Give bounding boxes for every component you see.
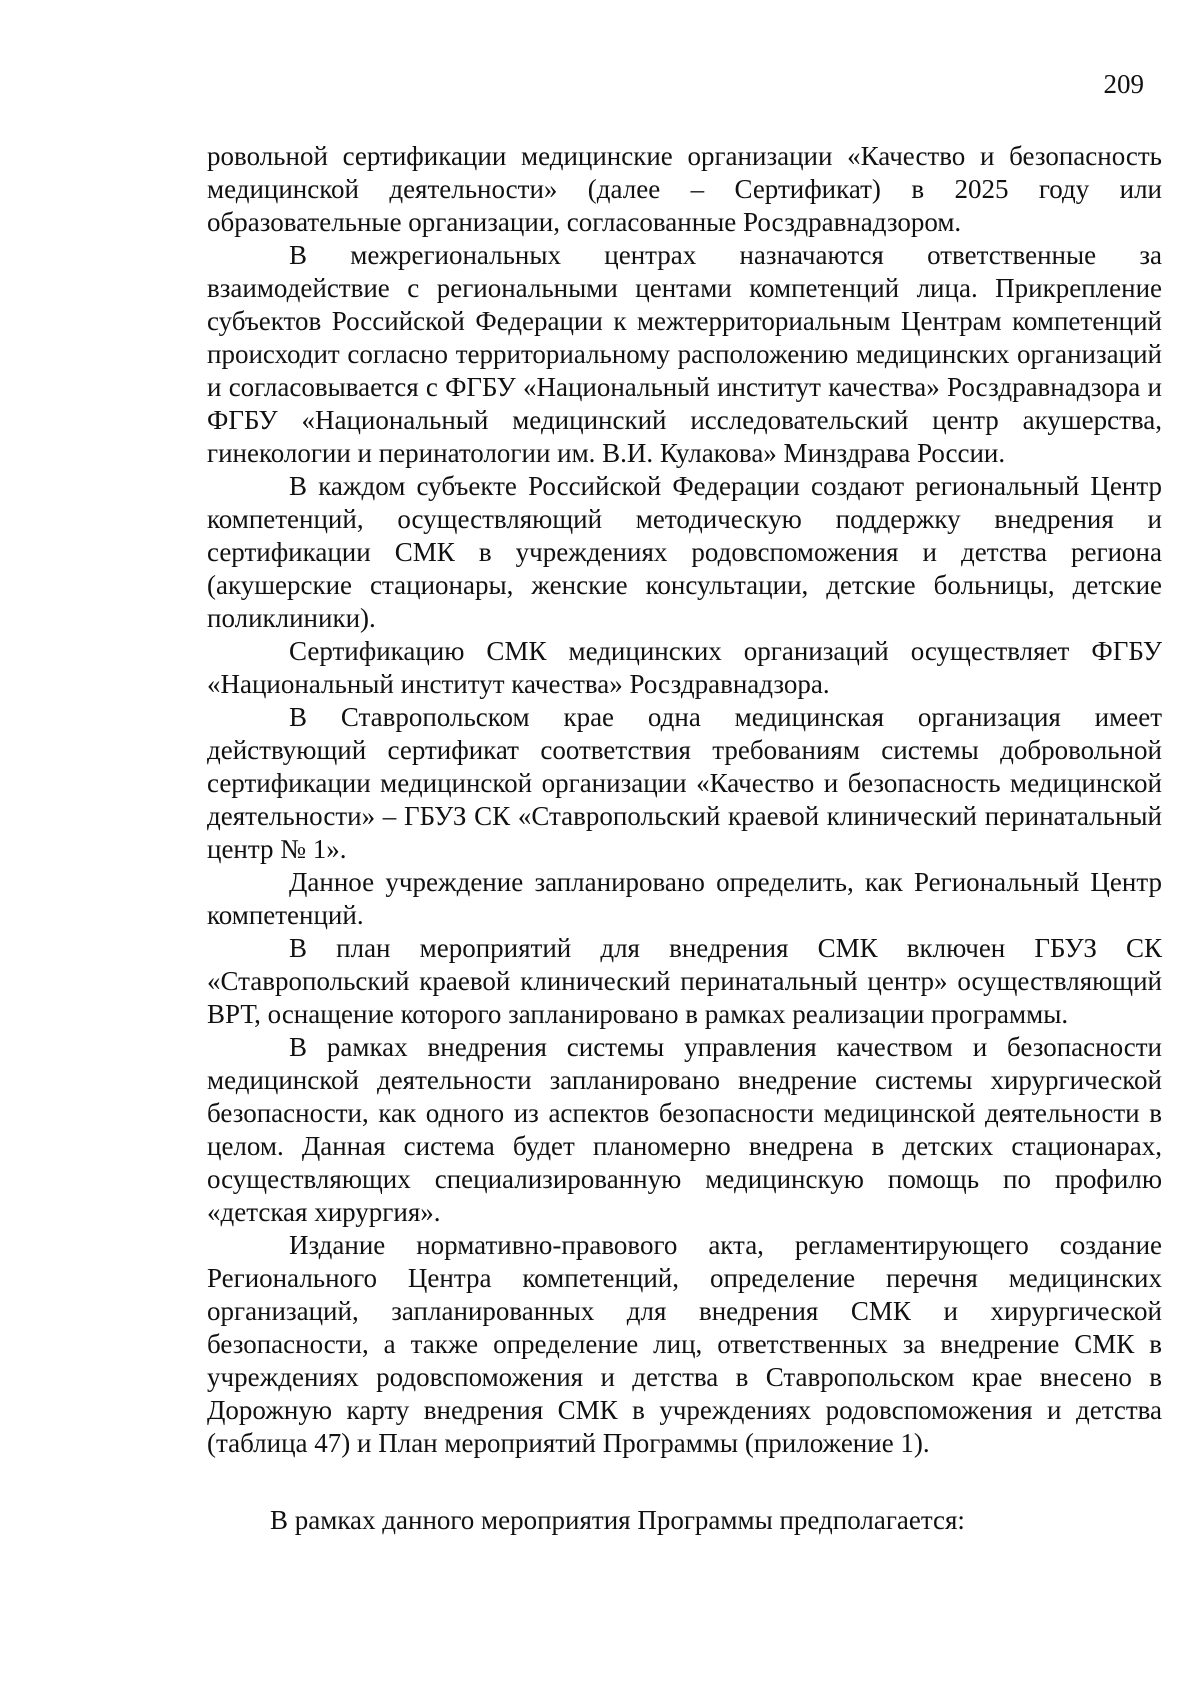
paragraph-8: В рамках внедрения системы управления качеством и безопасности медицинской деятельности запланировано внедрение системы хирургической безопасности, как одного из аспектов безопасности медицинской деятельности в целом. Данная система будет планомерно внедрена в детских стационарах, осуществляющих специализированную медицинскую помощь по профилю «детская хирургия». <box>207 1032 1162 1227</box>
paragraph-9: Издание нормативно-правового акта, регламентирующего создание Регионального Центра компетенций, определение перечня медицинских организаций, запланированных для внедрения СМК и хирургической безопасности, а также определение лиц, ответственных за внедрение СМК в учреждениях родовспоможения и детства в Ставропольском крае внесено в Дорожную карту внедрения СМК в учреждениях родовспоможения и детства (таблица 47) и План мероприятий Программы (приложение 1). <box>207 1230 1162 1458</box>
paragraph-5: В Ставропольском крае одна медицинская организация имеет действующий сертификат соответствия требованиям системы добровольной сертификации медицинской организации «Качество и безопасность медицинской деятельности» – ГБУЗ СК «Ставропольский краевой клинический перинатальный центр № 1». <box>207 702 1162 864</box>
paragraph-6: Данное учреждение запланировано определить, как Региональный Центр компетенций. <box>207 867 1162 930</box>
paragraph-7: В план мероприятий для внедрения СМК включен ГБУЗ СК «Ставропольский краевой клинический перинатальный центр» осуществляющий ВРТ, оснащение которого запланировано в рамках реализации программы. <box>207 933 1162 1029</box>
closing-line: В рамках данного мероприятия Программы предполагается: <box>270 1505 965 1535</box>
paragraph-2: В межрегиональных центрах назначаются ответственные за взаимодействие с региональными центами компетенций лица. Прикрепление субъектов Российской Федерации к межтерриториальным Центрам компетенций происходит согласно территориальному расположению медицинских организаций и согласовывается с ФГБУ «Национальный институт качества» Росздравнадзора и ФГБУ «Национальный медицинский исследовательский центр акушерства, гинекологии и перинатологии им. В.И. Кулакова» Минздрава России. <box>207 240 1162 468</box>
page-number: 209 <box>1103 69 1144 99</box>
paragraph-4: Сертификацию СМК медицинских организаций осуществляет ФГБУ «Национальный институт качества» Росздравнадзора. <box>207 636 1162 699</box>
document-body <box>207 140 1162 1460</box>
paragraph-3: В каждом субъекте Российской Федерации создают региональный Центр компетенций, осуществляющий методическую поддержку внедрения и сертификации СМК в учреждениях родовспоможения и детства региона (акушерские стационары, женские консультации, детские больницы, детские поликлиники). <box>207 471 1162 633</box>
paragraph-1: ровольной сертификации медицинские организации «Качество и безопасность медицинской деятельности» (далее – Сертификат) в 2025 году или образовательные организации, согласованные Росздравнадзором. <box>207 141 1162 237</box>
